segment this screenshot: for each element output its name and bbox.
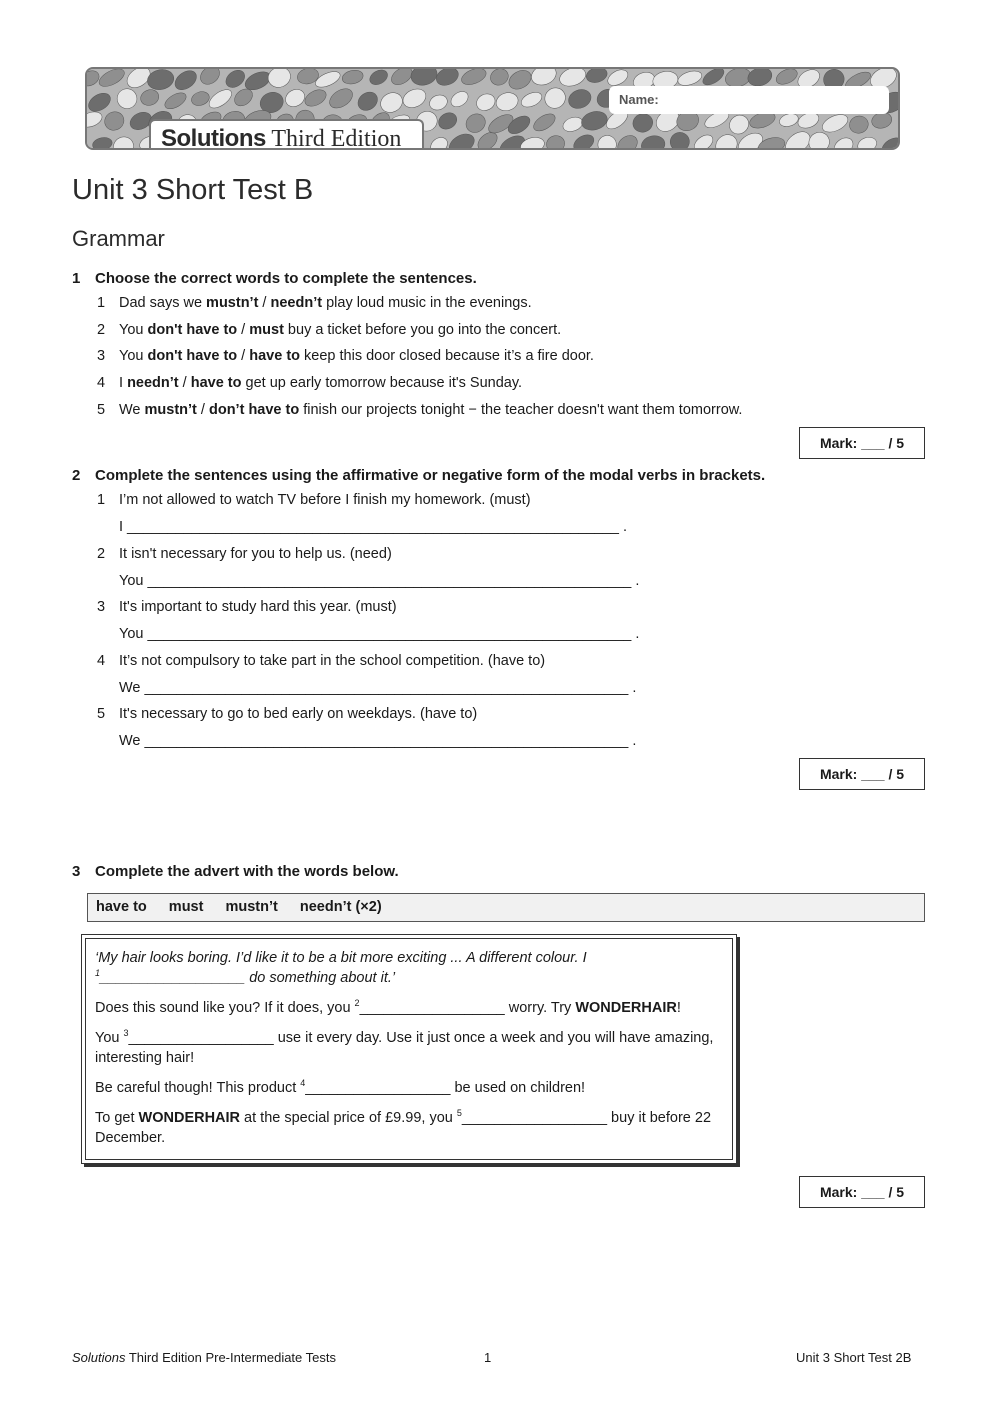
q2-item-number: 4	[97, 653, 106, 669]
advert-p5-mid: at the special price of £9.99, you	[240, 1110, 457, 1126]
word-2: must	[168, 899, 204, 915]
q2-item-number: 2	[97, 546, 106, 562]
q2-answer-line[interactable]: You ____________________________________________________________ .	[119, 573, 640, 589]
q1-item-post: buy a ticket before you go into the concert.	[283, 322, 562, 338]
q1-mark-box: Mark: ___ / 5	[799, 427, 925, 459]
q2-item-prompt: It’s not compulsory to take part in the school competition. (have to)	[119, 653, 546, 669]
q1-option-b[interactable]: must	[249, 322, 284, 338]
q3-instruction: Complete the advert with the words below.	[95, 863, 399, 880]
brand-wonderhair-2: WONDERHAIR	[138, 1110, 241, 1126]
word-1: have to	[96, 899, 147, 915]
q2-answer-line[interactable]: I _____________________________________________________________ .	[119, 519, 628, 535]
q2-answer-line[interactable]: We ____________________________________________________________ .	[119, 680, 637, 696]
name-field[interactable]	[609, 86, 889, 114]
gap-number-5: 5	[456, 1108, 462, 1119]
footer-page-number: 1	[484, 1350, 492, 1365]
q1-item-pre: I	[119, 375, 128, 391]
gap-number-3: 3	[123, 1028, 129, 1039]
q1-separator: /	[237, 322, 250, 338]
q2-answer-line[interactable]: You ____________________________________________________________ .	[119, 626, 640, 642]
brand-wonderhair: WONDERHAIR	[575, 1000, 677, 1016]
brand-logo-bold: Solutions	[161, 125, 266, 150]
q1-option-a[interactable]: don't have to	[147, 322, 238, 338]
q1-option-a[interactable]: mustn’t	[206, 295, 259, 311]
q1-item-pre: Dad says we	[119, 295, 207, 311]
gap-number-4: 4	[300, 1078, 306, 1089]
q1-number: 1	[72, 270, 81, 287]
q1-instruction: Choose the correct words to complete the sentences.	[95, 270, 477, 287]
page-title: Unit 3 Short Test B	[72, 174, 314, 206]
advert-paragraph-3	[95, 1028, 725, 1068]
q1-item-text	[119, 402, 742, 418]
q3-mark-box: Mark: ___ / 5	[799, 1176, 925, 1208]
q1-item-pre: You	[119, 348, 148, 364]
word-4: needn’t (×2)	[299, 899, 382, 915]
q1-option-b[interactable]: have to	[190, 375, 242, 391]
q1-separator: /	[258, 295, 271, 311]
q1-item-text	[119, 295, 532, 311]
advert-p5-text: To get	[95, 1110, 139, 1126]
footer-right: Unit 3 Short Test 2B	[796, 1350, 912, 1365]
q2-item-prompt: It's important to study hard this year. (must)	[119, 599, 397, 615]
q2-number: 2	[72, 467, 81, 484]
name-label: Name:	[619, 92, 659, 107]
footer-title: Third Edition Pre-Intermediate Tests	[125, 1350, 336, 1365]
footer-left	[72, 1350, 336, 1365]
gap-number-2: 2	[354, 998, 360, 1009]
q1-option-b[interactable]: needn’t	[270, 295, 323, 311]
advert-paragraph-1	[95, 948, 725, 988]
advert-gap-2[interactable]: __________________ worry. Try	[359, 1000, 576, 1016]
q1-option-a[interactable]: mustn’t	[144, 402, 197, 418]
q1-item-number: 1	[97, 295, 106, 311]
word-3: mustn’t	[225, 899, 278, 915]
header-banner	[85, 67, 900, 150]
q2-item-prompt: It isn't necessary for you to help us. (need)	[119, 546, 392, 562]
q1-option-b[interactable]: have to	[249, 348, 301, 364]
q1-item-text	[119, 322, 561, 338]
q1-item-number: 4	[97, 375, 106, 391]
brand-tab	[149, 119, 424, 150]
brand-logo-rest: Third Edition	[265, 126, 402, 150]
q2-item-prompt: I’m not allowed to watch TV before I finish my homework. (must)	[119, 492, 531, 508]
advert-p4-text: Be careful though! This product	[95, 1080, 301, 1096]
q2-item-number: 1	[97, 492, 106, 508]
advert-p3-text: You	[95, 1030, 124, 1046]
q1-item-number: 3	[97, 348, 106, 364]
q1-item-number: 5	[97, 402, 106, 418]
q1-item-post: keep this door closed because it’s a fire door.	[300, 348, 594, 364]
q1-option-b[interactable]: don’t have to	[208, 402, 300, 418]
q2-mark-box: Mark: ___ / 5	[799, 758, 925, 790]
q1-item-post: play loud music in the evenings.	[322, 295, 532, 311]
q2-item-prompt: It's necessary to go to bed early on weekdays. (have to)	[119, 706, 478, 722]
word-box	[87, 893, 925, 922]
gap-number-1: 1	[95, 968, 101, 979]
advert-gap-1[interactable]: __________________ do something about it.’	[100, 970, 396, 986]
q1-item-post: finish our projects tonight − the teacher doesn't want them tomorrow.	[299, 402, 743, 418]
advert-gap-3[interactable]: __________________ use it every day. Use it just once a week and you will have amazing, interesting hair!	[95, 1030, 714, 1066]
q1-item-pre: You	[119, 322, 148, 338]
advert-p2-text: Does this sound like you? If it does, you	[95, 1000, 355, 1016]
q1-separator: /	[178, 375, 191, 391]
advert-gap-5[interactable]: __________________ buy it before 22 December.	[95, 1110, 712, 1146]
advert-gap-4[interactable]: __________________ be used on children!	[305, 1080, 586, 1096]
advert-paragraph-2	[95, 998, 725, 1018]
q1-separator: /	[237, 348, 250, 364]
q1-item-text	[119, 348, 594, 364]
advert-p1-line1: ‘My hair looks boring. I’d like it to be a bit more exciting ... A different colour. I	[95, 950, 587, 966]
footer-series: Solutions	[72, 1350, 126, 1365]
q2-item-number: 5	[97, 706, 106, 722]
q1-separator: /	[196, 402, 209, 418]
q1-item-pre: We	[119, 402, 145, 418]
q1-item-post: get up early tomorrow because it's Sunday.	[241, 375, 523, 391]
advert-paragraph-4	[95, 1078, 725, 1098]
advert-paragraph-5	[95, 1108, 725, 1148]
q1-item-text	[119, 375, 522, 391]
q1-option-a[interactable]: needn’t	[127, 375, 179, 391]
section-heading: Grammar	[72, 226, 165, 251]
q3-number: 3	[72, 863, 81, 880]
advert-p2-end: !	[676, 1000, 681, 1016]
q2-instruction: Complete the sentences using the affirmative or negative form of the modal verbs in brackets.	[95, 467, 766, 484]
q1-option-a[interactable]: don't have to	[147, 348, 238, 364]
q2-item-number: 3	[97, 599, 106, 615]
q1-item-number: 2	[97, 322, 106, 338]
q2-answer-line[interactable]: We ____________________________________________________________ .	[119, 733, 637, 749]
